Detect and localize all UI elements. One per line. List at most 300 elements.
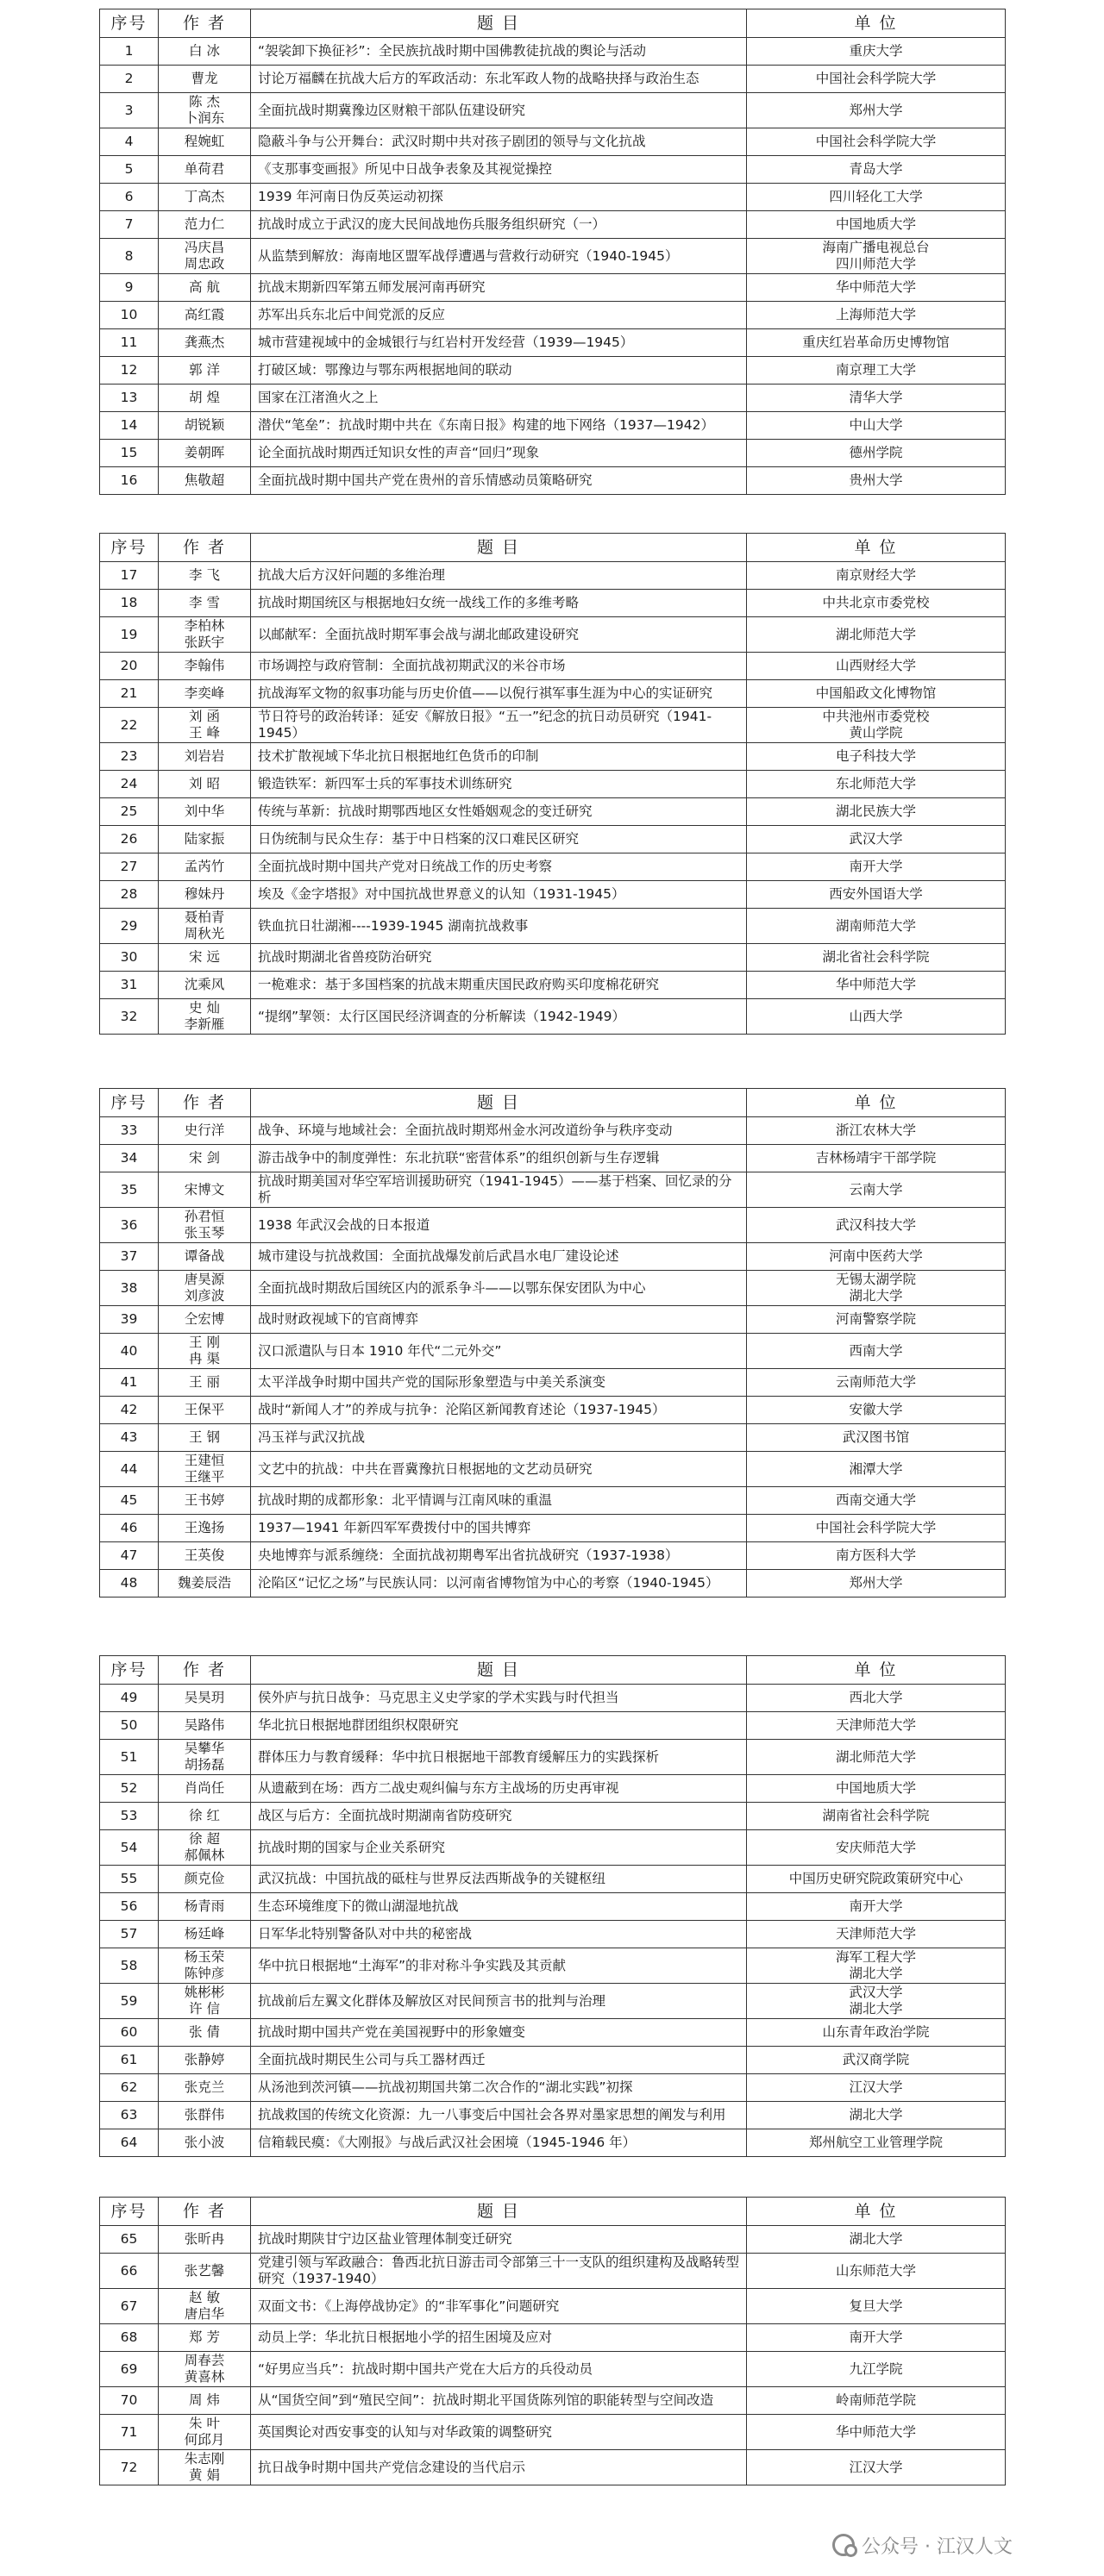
- row-unit: 武汉大学: [747, 826, 1006, 853]
- row-title: 太平洋战争时期中国共产党的国际形象塑造与中美关系演变: [251, 1369, 747, 1397]
- row-number: 30: [100, 944, 159, 972]
- row-author: 李 雪: [159, 590, 251, 617]
- row-unit: 郑州航空工业管理学院: [747, 2129, 1006, 2157]
- row-author: 郭 洋: [159, 357, 251, 385]
- row-number: 43: [100, 1424, 159, 1452]
- header-title: 题 目: [251, 9, 747, 38]
- row-title: 全面抗战时期敌后国统区内的派系争斗——以鄂东保安团队为中心: [251, 1271, 747, 1306]
- row-number: 40: [100, 1334, 159, 1369]
- row-author: 吴攀华 胡扬磊: [159, 1740, 251, 1775]
- row-author: 陈 杰 卜润东: [159, 93, 251, 128]
- row-unit: 中国地质大学: [747, 211, 1006, 239]
- row-number: 61: [100, 2047, 159, 2074]
- table-row: [100, 1487, 1006, 1515]
- row-title: 国家在江渚渔火之上: [251, 385, 747, 412]
- row-number: 3: [100, 93, 159, 128]
- table-header-row: [100, 2198, 1006, 2226]
- row-unit: 武汉科技大学: [747, 1208, 1006, 1243]
- row-number: 64: [100, 2129, 159, 2157]
- row-author: 刘 函 王 峰: [159, 708, 251, 743]
- row-author: 宋 远: [159, 944, 251, 972]
- row-unit: 华中师范大学: [747, 972, 1006, 999]
- table-header-row: [100, 534, 1006, 562]
- table-row: [100, 708, 1006, 743]
- row-unit: 复旦大学: [747, 2289, 1006, 2324]
- table-row: [100, 562, 1006, 590]
- row-unit: 上海师范大学: [747, 302, 1006, 329]
- row-author: 高 航: [159, 274, 251, 302]
- row-title: 华北抗日根据地群团组织权限研究: [251, 1712, 747, 1740]
- paper-table: [99, 533, 1006, 1035]
- row-title: 文艺中的抗战：中共在晋冀豫抗日根据地的文艺动员研究: [251, 1452, 747, 1487]
- header-author: 作 者: [159, 9, 251, 38]
- row-author: 朱志刚 黄 娟: [159, 2450, 251, 2485]
- row-title: 抗战时期的成都形象：北平情调与江南风味的重温: [251, 1487, 747, 1515]
- row-title: 战时财政视域下的官商博弈: [251, 1306, 747, 1334]
- row-title: 苏军出兵东北后中间党派的反应: [251, 302, 747, 329]
- table-row: [100, 1117, 1006, 1145]
- row-title: 沦陷区“记忆之场”与民族认同：以河南省博物馆为中心的考察（1940-1945）: [251, 1570, 747, 1597]
- row-title: 潜伏“笔垒”：抗战时期中共在《东南日报》构建的地下网络（1937—1942）: [251, 412, 747, 440]
- row-unit: 武汉商学院: [747, 2047, 1006, 2074]
- row-unit: 湖南师范大学: [747, 909, 1006, 944]
- row-number: 35: [100, 1172, 159, 1208]
- table-row: [100, 1830, 1006, 1866]
- table-row: [100, 853, 1006, 881]
- row-unit: 江汉大学: [747, 2074, 1006, 2102]
- table-row: [100, 1984, 1006, 2019]
- row-author: 杨玉荣 陈钟彦: [159, 1948, 251, 1984]
- row-title: 锻造铁军：新四军士兵的军事技术训练研究: [251, 771, 747, 798]
- row-number: 38: [100, 1271, 159, 1306]
- row-unit: 西北大学: [747, 1685, 1006, 1712]
- table-row: [100, 38, 1006, 66]
- row-number: 12: [100, 357, 159, 385]
- row-number: 58: [100, 1948, 159, 1984]
- row-title: 市场调控与政府管制：全面抗战初期武汉的米谷市场: [251, 653, 747, 680]
- row-title: 抗战救国的传统文化资源：九一八事变后中国社会各界对墨家思想的阐发与利用: [251, 2102, 747, 2129]
- row-title: 全面抗战时期中国共产党对日统战工作的历史考察: [251, 853, 747, 881]
- row-unit: 河南警察学院: [747, 1306, 1006, 1334]
- table-row: [100, 2129, 1006, 2157]
- row-number: 49: [100, 1685, 159, 1712]
- row-unit: 江汉大学: [747, 2450, 1006, 2485]
- row-title: 冯玉祥与武汉抗战: [251, 1424, 747, 1452]
- row-number: 13: [100, 385, 159, 412]
- header-author: 作 者: [159, 1089, 251, 1117]
- row-number: 52: [100, 1775, 159, 1803]
- row-number: 46: [100, 1515, 159, 1542]
- row-number: 11: [100, 329, 159, 357]
- header-no: 序号: [100, 1656, 159, 1685]
- row-author: 史 灿 李新雁: [159, 999, 251, 1035]
- row-author: 焦敬超: [159, 467, 251, 495]
- row-unit: 南京财经大学: [747, 562, 1006, 590]
- row-number: 32: [100, 999, 159, 1035]
- row-number: 23: [100, 743, 159, 771]
- table-row: [100, 617, 1006, 653]
- row-title: 从“国货空间”到“殖民空间”：抗战时期北平国货陈列馆的职能转型与空间改造: [251, 2387, 747, 2415]
- row-unit: 九江学院: [747, 2352, 1006, 2387]
- header-no: 序号: [100, 1089, 159, 1117]
- row-author: 李柏林 张跃宇: [159, 617, 251, 653]
- row-title: 战争、环境与地域社会：全面抗战时期郑州金水河改道纷争与秩序变动: [251, 1117, 747, 1145]
- row-unit: 南方医科大学: [747, 1542, 1006, 1570]
- row-number: 27: [100, 853, 159, 881]
- header-title: 题 目: [251, 1089, 747, 1117]
- header-unit: 单 位: [747, 1656, 1006, 1685]
- table-row: [100, 1712, 1006, 1740]
- row-author: 丁高杰: [159, 184, 251, 211]
- table-row: [100, 972, 1006, 999]
- table-row: [100, 1452, 1006, 1487]
- row-title: 抗战时期美国对华空军培训援助研究（1941-1945）——基于档案、回忆录的分析: [251, 1172, 747, 1208]
- row-author: 徐 红: [159, 1803, 251, 1830]
- row-number: 1: [100, 38, 159, 66]
- row-unit: 清华大学: [747, 385, 1006, 412]
- table-row: [100, 93, 1006, 128]
- row-title: 抗战时成立于武汉的庞大民间战地伤兵服务组织研究（一）: [251, 211, 747, 239]
- row-author: 王 丽: [159, 1369, 251, 1397]
- table-row: [100, 2352, 1006, 2387]
- row-title: 抗战海军文物的叙事功能与历史价值——以倪行祺军事生涯为中心的实证研究: [251, 680, 747, 708]
- row-title: 信箱载民瘼：《大刚报》与战后武汉社会困境（1945-1946 年）: [251, 2129, 747, 2157]
- row-title: 抗战时期陕甘宁边区盐业管理体制变迁研究: [251, 2226, 747, 2254]
- row-unit: 南开大学: [747, 853, 1006, 881]
- row-number: 4: [100, 128, 159, 156]
- row-author: 曹龙: [159, 66, 251, 93]
- row-author: 刘中华: [159, 798, 251, 826]
- row-unit: 湘潭大学: [747, 1452, 1006, 1487]
- paper-table: [99, 1088, 1006, 1597]
- row-title: “袈裟卸下换征衫”：全民族抗战时期中国佛教徒抗战的舆论与活动: [251, 38, 747, 66]
- row-unit: 湖北师范大学: [747, 1740, 1006, 1775]
- row-unit: 山东青年政治学院: [747, 2019, 1006, 2047]
- table-row: [100, 1424, 1006, 1452]
- table-row: [100, 1893, 1006, 1921]
- row-title: 日伪统制与民众生存：基于中日档案的汉口难民区研究: [251, 826, 747, 853]
- row-title: 抗战时期湖北省兽疫防治研究: [251, 944, 747, 972]
- row-number: 48: [100, 1570, 159, 1597]
- row-number: 9: [100, 274, 159, 302]
- table-row: [100, 211, 1006, 239]
- row-unit: 中国地质大学: [747, 1775, 1006, 1803]
- row-number: 34: [100, 1145, 159, 1172]
- row-number: 50: [100, 1712, 159, 1740]
- row-author: 刘 昭: [159, 771, 251, 798]
- row-author: 张昕冉: [159, 2226, 251, 2254]
- row-author: 沈乘风: [159, 972, 251, 999]
- row-number: 69: [100, 2352, 159, 2387]
- row-author: 吴路伟: [159, 1712, 251, 1740]
- paper-table: [99, 1655, 1006, 2157]
- row-author: 姚彬彬 许 信: [159, 1984, 251, 2019]
- table-row: [100, 1243, 1006, 1271]
- header-no: 序号: [100, 2198, 159, 2226]
- row-author: 颜克俭: [159, 1866, 251, 1893]
- row-author: 李奕峰: [159, 680, 251, 708]
- table-row: [100, 385, 1006, 412]
- row-number: 47: [100, 1542, 159, 1570]
- row-unit: 德州学院: [747, 440, 1006, 467]
- table-row: [100, 2387, 1006, 2415]
- table-row: [100, 128, 1006, 156]
- row-number: 10: [100, 302, 159, 329]
- table-row: [100, 2226, 1006, 2254]
- table-row: [100, 944, 1006, 972]
- table-row: [100, 184, 1006, 211]
- table-row: [100, 743, 1006, 771]
- row-number: 72: [100, 2450, 159, 2485]
- watermark: [832, 2530, 1013, 2560]
- row-author: 王建恒 王继平: [159, 1452, 251, 1487]
- row-number: 70: [100, 2387, 159, 2415]
- row-author: 宋博文: [159, 1172, 251, 1208]
- row-number: 53: [100, 1803, 159, 1830]
- table-row: [100, 1397, 1006, 1424]
- table-row: [100, 826, 1006, 853]
- row-unit: 海南广播电视总台 四川师范大学: [747, 239, 1006, 274]
- row-title: 汉口派遣队与日本 1910 年代“二元外交”: [251, 1334, 747, 1369]
- row-number: 67: [100, 2289, 159, 2324]
- paper-table: [99, 2197, 1006, 2485]
- row-title: 抗战前后左翼文化群体及解放区对民间预言书的批判与治理: [251, 1984, 747, 2019]
- row-author: 杨青雨: [159, 1893, 251, 1921]
- row-number: 16: [100, 467, 159, 495]
- table-row: [100, 412, 1006, 440]
- header-author: 作 者: [159, 1656, 251, 1685]
- row-title: 抗战大后方汉奸问题的多维治理: [251, 562, 747, 590]
- table-header-row: [100, 1089, 1006, 1117]
- row-unit: 电子科技大学: [747, 743, 1006, 771]
- row-author: 魏姜辰浩: [159, 1570, 251, 1597]
- row-title: 一桅难求：基于多国档案的抗战末期重庆国民政府购买印度棉花研究: [251, 972, 747, 999]
- row-title: 从汤池到茨河镇——抗战初期国共第二次合作的“湖北实践”初探: [251, 2074, 747, 2102]
- row-title: 城市营建视域中的金城银行与红岩村开发经营（1939—1945）: [251, 329, 747, 357]
- row-unit: 华中师范大学: [747, 2415, 1006, 2450]
- row-author: 王 刚 冉 渠: [159, 1334, 251, 1369]
- header-author: 作 者: [159, 534, 251, 562]
- row-number: 22: [100, 708, 159, 743]
- row-unit: 天津师范大学: [747, 1921, 1006, 1948]
- row-title: 节日符号的政治转译：延安《解放日报》“五一”纪念的抗日动员研究（1941-1945）: [251, 708, 747, 743]
- row-unit: 中国社会科学院大学: [747, 66, 1006, 93]
- row-title: 以邮献军：全面抗战时期军事会战与湖北邮政建设研究: [251, 617, 747, 653]
- row-number: 63: [100, 2102, 159, 2129]
- row-author: 李翰伟: [159, 653, 251, 680]
- row-number: 51: [100, 1740, 159, 1775]
- table-block-4: [99, 1655, 1005, 2157]
- row-unit: 湖北民族大学: [747, 798, 1006, 826]
- row-unit: 西南交通大学: [747, 1487, 1006, 1515]
- row-title: 1938 年武汉会战的日本报道: [251, 1208, 747, 1243]
- row-unit: 重庆大学: [747, 38, 1006, 66]
- table-row: [100, 1172, 1006, 1208]
- row-unit: 郑州大学: [747, 93, 1006, 128]
- row-unit: 南开大学: [747, 2324, 1006, 2352]
- row-unit: 南京理工大学: [747, 357, 1006, 385]
- row-number: 18: [100, 590, 159, 617]
- row-unit: 安庆师范大学: [747, 1830, 1006, 1866]
- row-author: 王 钢: [159, 1424, 251, 1452]
- table-block-2: [99, 533, 1005, 1035]
- row-title: 传统与革新：抗战时期鄂西地区女性婚姻观念的变迁研究: [251, 798, 747, 826]
- row-unit: 安徽大学: [747, 1397, 1006, 1424]
- table-row: [100, 999, 1006, 1035]
- row-title: 华中抗日根据地“土海军”的非对称斗争实践及其贡献: [251, 1948, 747, 1984]
- row-number: 45: [100, 1487, 159, 1515]
- table-row: [100, 1542, 1006, 1570]
- row-author: 龚燕杰: [159, 329, 251, 357]
- header-no: 序号: [100, 9, 159, 38]
- row-number: 20: [100, 653, 159, 680]
- row-title: 铁血抗日壮湖湘----1939-1945 湖南抗战救事: [251, 909, 747, 944]
- row-title: 战时“新闻人才”的养成与抗争：沦陷区新闻教育述论（1937-1945）: [251, 1397, 747, 1424]
- row-number: 59: [100, 1984, 159, 2019]
- row-title: 全面抗战时期冀豫边区财粮干部队伍建设研究: [251, 93, 747, 128]
- row-unit: 青岛大学: [747, 156, 1006, 184]
- table-row: [100, 1740, 1006, 1775]
- table-row: [100, 1803, 1006, 1830]
- row-unit: 吉林杨靖宇干部学院: [747, 1145, 1006, 1172]
- row-author: 陆家振: [159, 826, 251, 853]
- header-title: 题 目: [251, 2198, 747, 2226]
- row-number: 68: [100, 2324, 159, 2352]
- row-unit: 天津师范大学: [747, 1712, 1006, 1740]
- row-author: 王保平: [159, 1397, 251, 1424]
- row-number: 36: [100, 1208, 159, 1243]
- table-row: [100, 467, 1006, 495]
- table-row: [100, 1515, 1006, 1542]
- row-number: 19: [100, 617, 159, 653]
- row-unit: 湖北师范大学: [747, 617, 1006, 653]
- row-number: 21: [100, 680, 159, 708]
- table-row: [100, 2415, 1006, 2450]
- table-row: [100, 2450, 1006, 2485]
- row-unit: 河南中医药大学: [747, 1243, 1006, 1271]
- row-unit: 武汉图书馆: [747, 1424, 1006, 1452]
- row-author: 聂柏青 周秋光: [159, 909, 251, 944]
- row-author: 姜朝晖: [159, 440, 251, 467]
- row-title: 埃及《金字塔报》对中国抗战世界意义的认知（1931-1945）: [251, 881, 747, 909]
- header-unit: 单 位: [747, 1089, 1006, 1117]
- table-row: [100, 1948, 1006, 1984]
- row-title: 技术扩散视域下华北抗日根据地红色货币的印制: [251, 743, 747, 771]
- row-author: 孟芮竹: [159, 853, 251, 881]
- table-row: [100, 1775, 1006, 1803]
- table-row: [100, 680, 1006, 708]
- row-unit: 中国历史研究院政策研究中心: [747, 1866, 1006, 1893]
- row-title: 群体压力与教育缓释：华中抗日根据地干部教育缓解压力的实践探析: [251, 1740, 747, 1775]
- row-author: 朱 叶 何邱月: [159, 2415, 251, 2450]
- table-row: [100, 1685, 1006, 1712]
- row-number: 15: [100, 440, 159, 467]
- table-row: [100, 2324, 1006, 2352]
- row-author: 肖尚任: [159, 1775, 251, 1803]
- table-row: [100, 274, 1006, 302]
- table-row: [100, 1866, 1006, 1893]
- row-author: 唐昊源 刘彦波: [159, 1271, 251, 1306]
- row-number: 37: [100, 1243, 159, 1271]
- table-header-row: [100, 1656, 1006, 1685]
- table-row: [100, 2019, 1006, 2047]
- row-title: 侯外庐与抗日战争：马克思主义史学家的学术实践与时代担当: [251, 1685, 747, 1712]
- row-number: 56: [100, 1893, 159, 1921]
- table-row: [100, 909, 1006, 944]
- row-unit: 四川轻化工大学: [747, 184, 1006, 211]
- table-row: [100, 329, 1006, 357]
- table-row: [100, 771, 1006, 798]
- row-author: 郑 芳: [159, 2324, 251, 2352]
- row-number: 55: [100, 1866, 159, 1893]
- row-title: 抗战时期中国共产党在美国视野中的形象嬗变: [251, 2019, 747, 2047]
- row-author: 张小波: [159, 2129, 251, 2157]
- table-row: [100, 357, 1006, 385]
- row-title: 日军华北特别警备队对中共的秘密战: [251, 1921, 747, 1948]
- row-number: 26: [100, 826, 159, 853]
- row-number: 60: [100, 2019, 159, 2047]
- row-title: 抗战末期新四军第五师发展河南再研究: [251, 274, 747, 302]
- row-unit: 东北师范大学: [747, 771, 1006, 798]
- row-unit: 重庆红岩革命历史博物馆: [747, 329, 1006, 357]
- row-unit: 中共北京市委党校: [747, 590, 1006, 617]
- row-author: 高红霞: [159, 302, 251, 329]
- table-row: [100, 302, 1006, 329]
- row-unit: 山西财经大学: [747, 653, 1006, 680]
- row-author: 赵 敏 唐启华: [159, 2289, 251, 2324]
- row-number: 14: [100, 412, 159, 440]
- row-number: 31: [100, 972, 159, 999]
- table-row: [100, 1145, 1006, 1172]
- table-row: [100, 2102, 1006, 2129]
- row-unit: 中共池州市委党校 黄山学院: [747, 708, 1006, 743]
- row-unit: 郑州大学: [747, 1570, 1006, 1597]
- row-title: 武汉抗战：中国抗战的砥柱与世界反法西斯战争的关键枢纽: [251, 1866, 747, 1893]
- row-title: “提纲”挈领：太行区国民经济调查的分析解读（1942-1949）: [251, 999, 747, 1035]
- row-unit: 无锡太湖学院 湖北大学: [747, 1271, 1006, 1306]
- row-title: 全面抗战时期中国共产党在贵州的音乐情感动员策略研究: [251, 467, 747, 495]
- row-unit: 中山大学: [747, 412, 1006, 440]
- row-unit: 山东师范大学: [747, 2254, 1006, 2289]
- row-unit: 山西大学: [747, 999, 1006, 1035]
- table-block-3: [99, 1088, 1005, 1597]
- row-unit: 湖南省社会科学院: [747, 1803, 1006, 1830]
- row-author: 王英俊: [159, 1542, 251, 1570]
- row-unit: 湖北大学: [747, 2102, 1006, 2129]
- row-title: 打破区域：鄂豫边与鄂东两根据地间的联动: [251, 357, 747, 385]
- row-title: 抗战时期的国家与企业关系研究: [251, 1830, 747, 1866]
- row-number: 28: [100, 881, 159, 909]
- row-author: 吴昊玥: [159, 1685, 251, 1712]
- row-author: 徐 超 郝佩林: [159, 1830, 251, 1866]
- table-row: [100, 1334, 1006, 1369]
- row-title: 游击战争中的制度弹性：东北抗联“密营体系”的组织创新与生存逻辑: [251, 1145, 747, 1172]
- row-unit: 云南师范大学: [747, 1369, 1006, 1397]
- row-author: 李 飞: [159, 562, 251, 590]
- row-title: 从监禁到解放：海南地区盟军战俘遭遇与营救行动研究（1940-1945）: [251, 239, 747, 274]
- table-block-1: [99, 9, 1005, 495]
- row-title: “好男应当兵”：抗战时期中国共产党在大后方的兵役动员: [251, 2352, 747, 2387]
- row-title: 从遗蔽到在场：西方二战史观纠偏与东方主战场的历史再审视: [251, 1775, 747, 1803]
- row-author: 胡锐颖: [159, 412, 251, 440]
- row-number: 44: [100, 1452, 159, 1487]
- header-author: 作 者: [159, 2198, 251, 2226]
- row-number: 65: [100, 2226, 159, 2254]
- table-row: [100, 239, 1006, 274]
- row-title: 战区与后方：全面抗战时期湖南省防疫研究: [251, 1803, 747, 1830]
- row-title: 《支那事变画报》所见中日战争表象及其视觉操控: [251, 156, 747, 184]
- header-no: 序号: [100, 534, 159, 562]
